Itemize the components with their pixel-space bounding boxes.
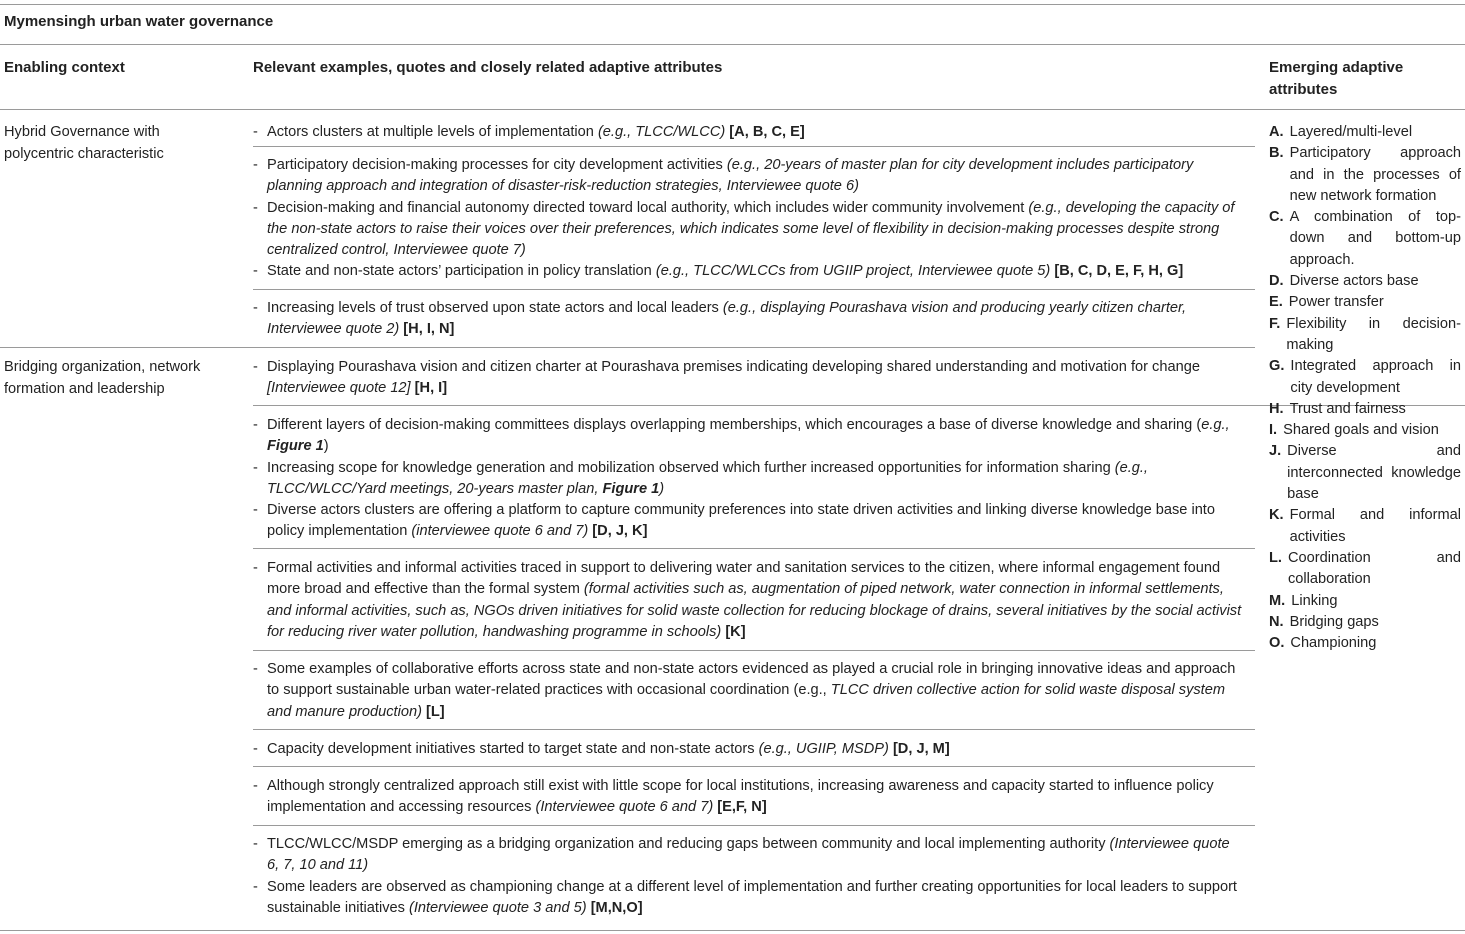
example-item: - Although strongly centralized approach still exist with little scope for local institutions, increasing awareness and capacity started to influence policy implementation and accessing resources (Interviewee quote 6 and 7) [E,F, N] — [253, 776, 1243, 819]
example-item: - Displaying Pourashava vision and citizen charter at Pourashava premises indicating developing shared understanding and motivation for change [Interviewee quote 12] [H, I] — [253, 357, 1243, 400]
row-divider — [253, 766, 1255, 767]
example-cell — [253, 558, 1243, 643]
example-item: - Participatory decision-making processes for city development activities (e.g., 20-years of master plan for city development includes participatory planning approach and integration of disaster-risk-reduction strategies, Interviewee quote 6) — [253, 155, 1243, 198]
figure-reference: Figure 1 — [602, 480, 660, 497]
figure-reference: Figure 1 — [267, 438, 324, 455]
header-enabling-context: Enabling context — [4, 59, 125, 76]
attributes-list — [1269, 122, 1461, 654]
header-examples: Relevant examples, quotes and closely related adaptive attributes — [253, 59, 723, 76]
example-item: - Different layers of decision-making committees displays overlapping memberships, which encourages a base of diverse knowledge and sharing (e.g., Figure 1) — [253, 415, 1243, 458]
row-divider — [253, 825, 1255, 826]
example-item: - TLCC/WLCC/MSDP emerging as a bridging organization and reducing gaps between community and local implementing authority (Interviewee quote 6, 7, 10 and 11) — [253, 834, 1243, 877]
example-cell — [253, 415, 1243, 543]
example-item: - Increasing levels of trust observed upon state actors and local leaders (e.g., displaying Pourashava vision and producing yearly citizen charter, Interviewee quote 2) [H, I, N] — [253, 298, 1243, 341]
attribute-item: F. Flexibility in decision-making — [1269, 315, 1461, 353]
example-cell — [253, 122, 1243, 143]
header-attributes: Emerging adaptive attributes — [1269, 59, 1404, 98]
context-bridging-organization: Bridging organization, network formation and leadership — [4, 359, 201, 397]
example-item: - State and non-state actors’ participation in policy translation (e.g., TLCC/WLCCs from UGIIP project, Interviewee quote 5) [B, C, D, E, F, H, G] — [253, 261, 1243, 282]
bottom-rule — [0, 930, 1465, 931]
attribute-item: E. Power transfer — [1269, 294, 1384, 311]
example-cell — [253, 155, 1243, 283]
header-rule — [0, 109, 1465, 110]
example-item: - Some leaders are observed as championing change at a different level of implementation and further creating opportunities for local leaders to support sustainable initiatives (Interviewee quote 3 and 5) [M,N,O] — [253, 877, 1243, 920]
example-item: - Diverse actors clusters are offering a platform to capture community preferences into state driven activities and linking diverse knowledge base into policy implementation (interviewee quote 6 and 7) [D, J, K] — [253, 500, 1243, 543]
attribute-item: N. Bridging gaps — [1269, 613, 1379, 630]
example-cell — [253, 659, 1243, 723]
row-divider — [253, 289, 1255, 290]
attribute-item: D. Diverse actors base — [1269, 273, 1419, 290]
context-hybrid-governance: Hybrid Governance with polycentric characteristic — [4, 124, 164, 162]
example-cell — [253, 834, 1243, 919]
title-rule — [0, 44, 1465, 45]
group-divider — [0, 347, 1255, 348]
attribute-item: I. Shared goals and vision — [1269, 422, 1439, 439]
example-cell — [253, 776, 1243, 819]
row-divider — [253, 548, 1255, 549]
attribute-item: H. Trust and fairness — [1269, 400, 1406, 417]
example-item: - Actors clusters at multiple levels of implementation (e.g., TLCC/WLCC) [A, B, C, E] — [253, 122, 1243, 143]
example-item: - Decision-making and financial autonomy directed toward local authority, which includes wider community involvement (e.g., developing the capacity of the non-state actors to raise their voices over their preferences, which indicates some level of flexibility in decision-making processes despite strong centralized control, Interviewee quote 7) — [253, 198, 1243, 262]
attribute-item: A. Layered/multi-level — [1269, 124, 1413, 140]
top-rule — [0, 4, 1465, 5]
row-divider — [253, 650, 1255, 651]
attribute-item: K. Formal and informal activities — [1269, 507, 1461, 545]
example-item: - Capacity development initiatives started to target state and non-state actors (e.g., UGIIP, MSDP) [D, J, M] — [253, 739, 1243, 760]
attribute-item: M. Linking — [1269, 592, 1338, 609]
table-title: Mymensingh urban water governance — [4, 13, 274, 30]
example-cell — [253, 298, 1243, 341]
example-cell — [253, 357, 1243, 400]
example-item: - Some examples of collaborative efforts across state and non-state actors evidenced as played a crucial role in bringing innovative ideas and approach to support sustainable urban water-related practices with occasional coordination (e.g., TLCC driven collective action for solid waste disposal system and manure production) [L] — [253, 659, 1243, 723]
row-divider — [253, 146, 1255, 147]
attribute-item: C. A combination of top-down and bottom-up approach. — [1269, 209, 1461, 268]
attribute-item: J. Diverse and interconnected knowledge base — [1269, 443, 1461, 503]
example-item: - Increasing scope for knowledge generation and mobilization observed which further increased opportunities for information sharing (e.g., TLCC/WLCC/Yard meetings, 20-years master plan, Figure 1) — [253, 458, 1243, 501]
row-divider — [253, 405, 1255, 406]
attribute-item: L. Coordination and collaboration — [1269, 549, 1461, 588]
example-item: - Formal activities and informal activities traced in support to delivering water and sanitation services to the citizen, where informal engagement found more broad and effective than the formal system (formal activities such as, augmentation of piped network, water connection in informal settlements, and informal activities, such as, NGOs driven initiatives for solid waste collection for reducing blockage of drains, several initiatives by the social activist for reducing river water pollution, handwashing programme in schools) [K] — [253, 558, 1243, 643]
attribute-item: O. Championing — [1269, 635, 1377, 652]
attribute-item: B. Participatory approach and in the processes of new network formation — [1269, 145, 1461, 204]
attribute-item: G. Integrated approach in city development — [1269, 358, 1461, 396]
example-cell — [253, 739, 1243, 760]
row-divider — [253, 729, 1255, 730]
